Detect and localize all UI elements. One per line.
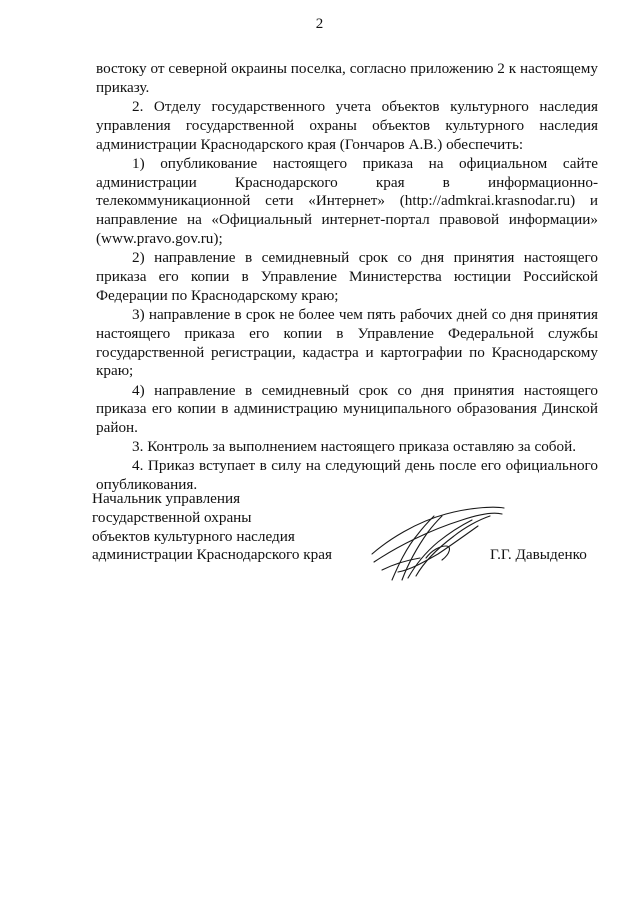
document-body bbox=[96, 60, 598, 495]
page-number: 2 bbox=[315, 16, 324, 32]
signer-position-line: государственной охраны bbox=[92, 508, 252, 526]
paragraph-subitem-2: 2) направление в семидневный срок со дня принятия настоящего приказа его копии в Управление Министерства юстиции Российской Федерации по Краснодарскому краю; bbox=[96, 249, 598, 304]
signer-position-line: Начальник управления bbox=[92, 490, 241, 507]
signer-position bbox=[92, 490, 352, 565]
paragraph-item-4: 4. Приказ вступает в силу на следующий день после его официального опубликования. bbox=[96, 457, 598, 494]
paragraph-continuation: востоку от северной окраины поселка, согласно приложению 2 к настоящему приказу. bbox=[96, 60, 598, 96]
paragraph-subitem-1: 1) опубликование настоящего приказа на официальном сайте администрации Краснодарского края в информационно-телекоммуникационной сети «Интернет» (http://admkrai.krasnodar.ru) и направление на «Официальный интернет-портал правовой информации» (www.pravo.gov.ru); bbox=[96, 154, 598, 247]
paragraph-item-3: 3. Контроль за выполнением настоящего приказа оставляю за собой. bbox=[132, 438, 577, 456]
paragraph-subitem-4: 4) направление в семидневный срок со дня принятия настоящего приказа его копии в администрацию муниципального образования Динской район. bbox=[96, 381, 598, 437]
handwritten-signature bbox=[368, 500, 508, 584]
signer-name: Г.Г. Давыденко bbox=[490, 546, 587, 563]
paragraph-item-2: 2. Отделу государственного учета объектов культурного наследия управления государственной охраны объектов культурного наследия администрации Краснодарского края (Гончаров А.В.) обеспечить: bbox=[96, 97, 598, 153]
signer-position-line: администрации Краснодарского края bbox=[92, 546, 332, 564]
paragraph-subitem-3: 3) направление в срок не более чем пять рабочих дней со дня принятия настоящего приказа его копии в Управление Федеральной службы государственной регистрации, кадастра и картографии по Краснодарскому краю; bbox=[96, 305, 598, 380]
signer-position-line: объектов культурного наследия bbox=[92, 527, 295, 545]
